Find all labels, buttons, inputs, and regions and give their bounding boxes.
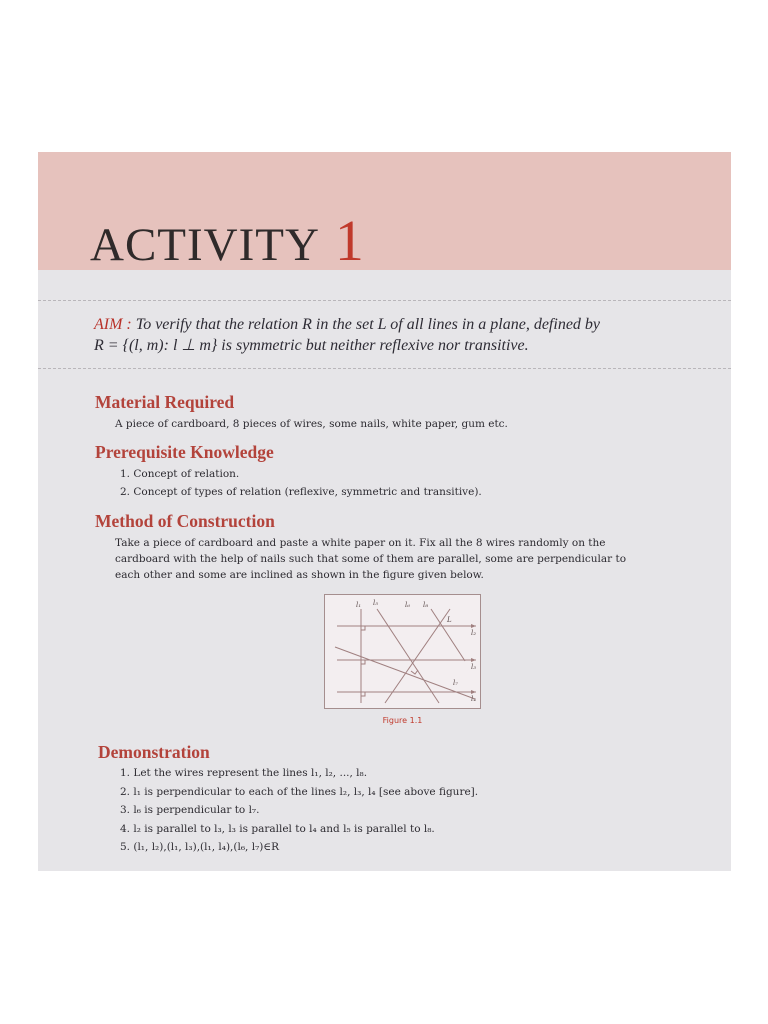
arrow-head <box>471 690 476 694</box>
aim-divider-top <box>38 300 731 301</box>
activity-title-word: ACTIVITY <box>90 219 319 271</box>
arrow-head <box>471 658 476 662</box>
construction-heading: Method of Construction <box>95 511 275 531</box>
demonstration-heading: Demonstration <box>98 742 210 762</box>
list-item: 1. Let the wires represent the lines l₁, l₂, ..., l₈. <box>120 767 368 779</box>
lines-figure-svg <box>325 595 482 710</box>
label-l7: l₇ <box>453 679 459 687</box>
aim-line-1: To verify that the relation R in the set L of all lines in a plane, defined by <box>135 316 601 333</box>
figure-caption: Figure 1.1 <box>382 716 423 725</box>
list-item: 5. (l₁, l₂),(l₁, l₃),(l₁, l₄),(l₆, l₇)∈R <box>120 841 280 853</box>
right-angle-marker <box>411 670 418 674</box>
list-item: 2. Concept of types of relation (reflexive, symmetric and transitive). <box>120 486 482 498</box>
right-angle-marker <box>361 660 365 664</box>
textbook-page <box>38 152 731 871</box>
list-item: 2. l₁ is perpendicular to each of the lines l₂, l₃, l₄ [see above figure]. <box>120 785 479 798</box>
label-l6: l₆ <box>405 601 411 609</box>
label-l5: l₅ <box>373 599 379 607</box>
activity-title <box>90 208 365 273</box>
aim-label: AIM : <box>94 316 132 333</box>
activity-banner <box>38 152 731 273</box>
label-l1: l₁ <box>356 601 362 609</box>
material-text: A piece of cardboard, 8 pieces of wires, some nails, white paper, gum etc. <box>115 418 508 430</box>
figure-lines-diagram <box>324 594 481 709</box>
aim-line-2: R = {(l, m): l ⊥ m} is symmetric but neither reflexive nor transitive. <box>94 337 529 354</box>
label-l-extra: L <box>447 616 452 624</box>
line-l5 <box>377 609 439 703</box>
label-l4: l₄ <box>471 695 477 703</box>
label-l2: l₂ <box>471 629 477 637</box>
label-l8: l₈ <box>423 601 429 609</box>
aim-statement <box>94 314 719 356</box>
construction-line-2: cardboard with the help of nails such that some of them are parallel, some are perpendicular to <box>115 553 627 565</box>
construction-paragraph <box>115 535 695 583</box>
arrow-head <box>471 624 476 628</box>
construction-line-1: Take a piece of cardboard and paste a white paper on it. Fix all the 8 wires randomly on the <box>115 537 606 549</box>
right-angle-marker <box>361 692 365 696</box>
construction-line-3: each other and some are inclined as shown in the figure given below. <box>115 569 484 581</box>
prerequisite-heading: Prerequisite Knowledge <box>95 442 274 462</box>
prerequisite-list <box>120 465 482 501</box>
line-l7 <box>335 647 475 699</box>
line-l6 <box>385 609 450 703</box>
list-item: 4. l₂ is parallel to l₃, l₃ is parallel to l₄ and l₅ is parallel to l₈. <box>120 822 435 835</box>
demonstration-list <box>120 764 478 857</box>
material-heading: Material Required <box>95 392 235 412</box>
list-item: 3. l₆ is perpendicular to l₇. <box>120 804 260 816</box>
label-l3: l₃ <box>471 663 477 671</box>
list-item: 1. Concept of relation. <box>120 468 240 480</box>
right-angle-marker <box>361 626 365 630</box>
aim-divider-bottom <box>38 368 731 369</box>
activity-number: 1 <box>334 208 365 273</box>
